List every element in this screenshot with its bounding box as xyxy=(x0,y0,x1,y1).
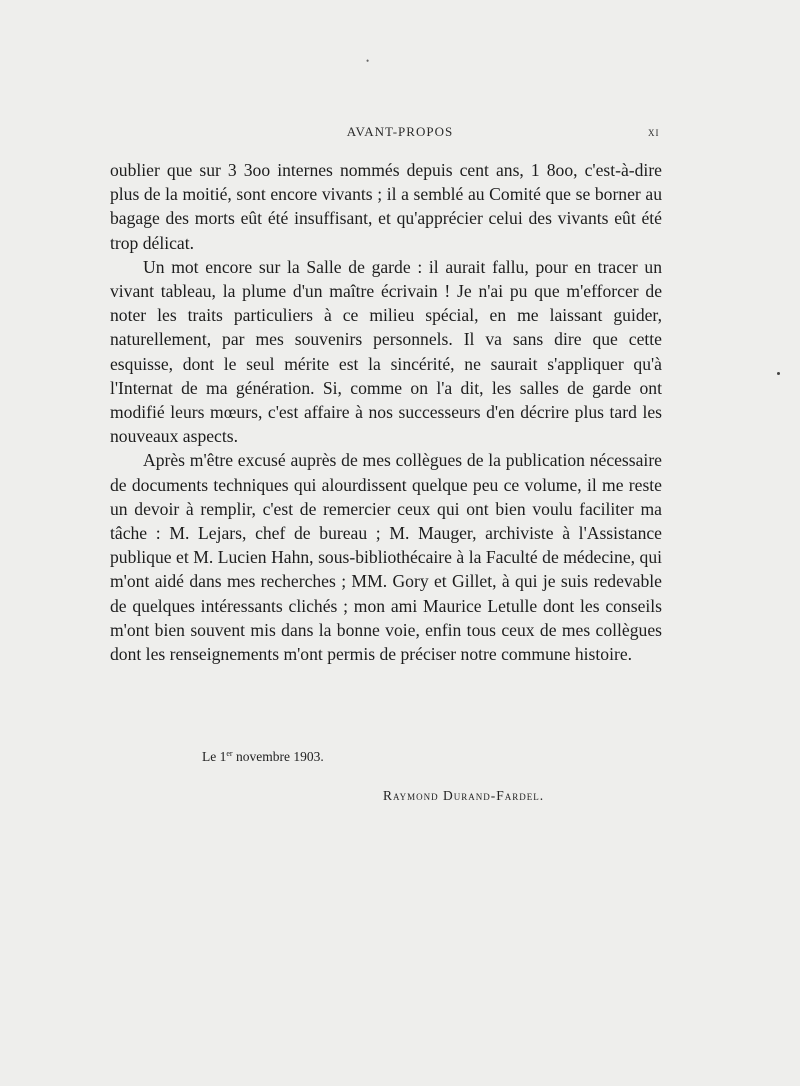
body-text xyxy=(110,158,662,666)
date-prefix: Le 1 xyxy=(202,749,227,764)
paragraph-1: oublier que sur 3 3oo internes nommés depuis cent ans, 1 8oo, c'est-à-dire plus de la moitié, sont encore vivants ; il a semblé au Comité que se borner au bagage des morts eût été insuffisant, et qu'apprécier celui des vivants eût été trop délicat. xyxy=(110,160,662,253)
margin-mark xyxy=(777,372,780,375)
closing-date xyxy=(202,749,324,765)
date-suffix: novembre 1903. xyxy=(232,749,324,764)
running-header-title: AVANT-PROPOS xyxy=(346,124,454,139)
page-number: xi xyxy=(648,124,660,139)
paragraph-2: Un mot encore sur la Salle de garde : il aurait fallu, pour en tracer un vivant tableau, la plume d'un maître écrivain ! Je n'ai pu que m'efforcer de noter les traits particuliers à ce milieu spécial, en me laissant guider, naturellement, par mes souvenirs personnels. Il va sans dire que cette esquisse, dont le seul mérite est la sincérité, ne saurait s'appliquer qu'à l'Internat de ma génération. Si, comme on l'a dit, les salles de garde ont modifié leurs mœurs, c'est affaire à nos successeurs d'en décrire plus tard les nouveaux aspects. xyxy=(110,256,662,447)
paragraph-3: Après m'être excusé auprès de mes collègues de la publication nécessaire de documents techniques qui alourdissent quelque peu ce volume, il me reste un devoir à remplir, c'est de remercier ceux qui ont bien voulu faciliter ma tâche : M. Lejars, chef de bureau ; M. Mauger, archiviste à l'Assistance publique et M. Lucien Hahn, sous-bibliothécaire à la Faculté de médecine, qui m'ont aidé dans mes recherches ; MM. Gory et Gillet, à qui je suis redevable de quelques intéressants clichés ; mon ami Maurice Letulle dont les conseils m'ont bien souvent mis dans la bonne voie, enfin tous ceux de mes collègues dont les renseignements m'ont permis de préciser notre commune histoire. xyxy=(110,450,662,665)
page-speck: • xyxy=(366,56,370,66)
date-superscript: er xyxy=(226,749,233,758)
author-signature: Raymond Durand-Fardel. xyxy=(383,788,545,803)
